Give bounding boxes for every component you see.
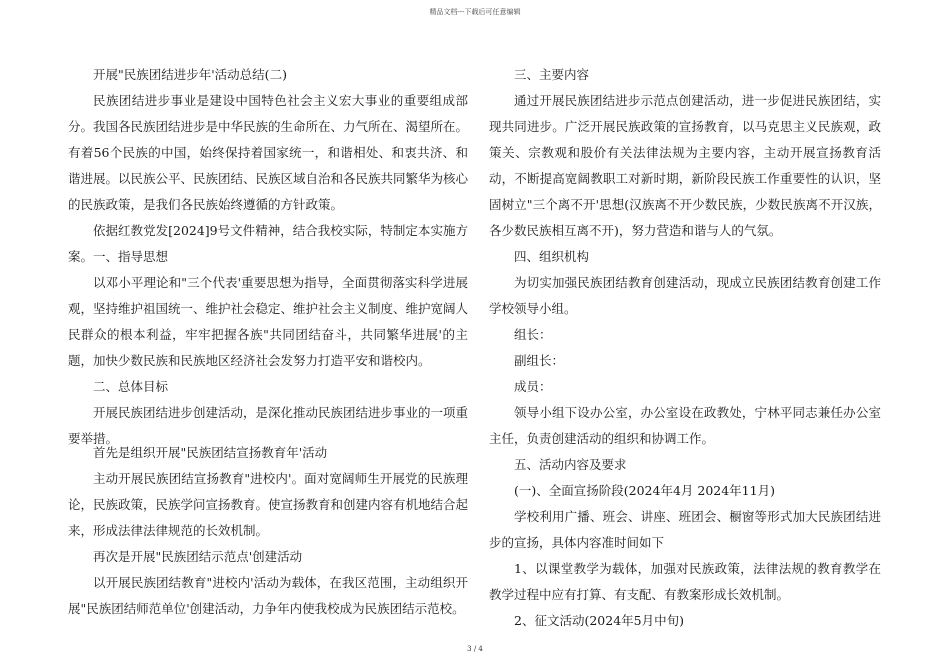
- intro-paragraph: 民族团结进步事业是建设中国特色社会主义宏大事业的重要组成部分。我国各民族团结进步是中华民族的生命所在、力气所在、渴望所在。有着56个民族的中国，始终保持着国家统一，和谐相处、和衷共济、和谐进展。以民族公平、民族团结、民族区域自治和各民族共同繁华为核心的民族政策，是我们各民族始终遵循的方针政策。: [68, 93, 469, 212]
- page-header: 精品文档---下载后可任意编辑: [429, 8, 521, 16]
- heading-main-content: 三、主要内容: [514, 67, 590, 82]
- second-activity-paragraph: 以开展民族团结教育"进校内'活动为载体，在我区范围，主动组织开展"民族团结师范单位'创建活动，力争年内使我校成为民族团结示范校。: [68, 575, 468, 616]
- heading-activity-requirements: 五、活动内容及要求: [514, 457, 627, 472]
- leader-line: 组长：: [514, 327, 552, 342]
- second-activity-heading: 再次是开展"民族团结示范点'创建活动: [93, 549, 303, 564]
- main-content-paragraph: 通过开展民族团结进步示范点创建活动，进一步促进民族团结，实现共同进步。广泛开展民族政策的宣扬教育，以马克思主义民族观，政策关、宗教观和股价有关法律法规为主要内容，主动开展宣扬教育活动，不断提高宽阔教职工对新时期，新阶段民族工作重要性的认识，坚固树立"三个离不开'思想(汉族离不开少数民族，少数民族离不开汉族，各少数民族相互离不开)，努力营造和谐与人的气氛。: [489, 93, 881, 238]
- heading-guiding-ideology: 一、指导思想: [93, 249, 169, 264]
- overall-goal-paragraph: 开展民族团结进步创建活动，是深化推动民族团结进步事业的一项重要举措。: [68, 405, 469, 446]
- document-title: 开展"民族团结进步年'活动总结(二): [93, 67, 287, 82]
- page-number: 3 / 4: [467, 645, 483, 653]
- deputy-leader-line: 副组长：: [514, 353, 565, 368]
- members-line: 成员：: [514, 379, 552, 394]
- organization-paragraph: 为切实加强民族团结教育创建活动，现成立民族团结教育创建工作学校领导小组。: [489, 275, 881, 316]
- phase-one-heading: (一)、全面宣扬阶段(2024年4月 2024年11月): [514, 483, 775, 498]
- heading-overall-goal: 二、总体目标: [93, 379, 169, 394]
- basis-paragraph: 依据红教党发[2024]9号文件精神，结合我校实际，特制定本实施方案。: [68, 223, 468, 264]
- office-paragraph: 领导小组下设办公室，办公室设在政教处，宁林平同志兼任办公室主任，负责创建活动的组织和协调工作。: [489, 405, 881, 446]
- phase-one-paragraph: 学校利用广播、班会、讲座、班团会、橱窗等形式加大民族团结进步的宣扬，具体内容准时间如下: [489, 509, 881, 550]
- first-activity-paragraph: 主动开展民族团结宣扬教育"进校内'。面对宽阔师生开展党的民族理论，民族政策，民族学问宣扬教育。使宣扬教育和创建内容有机地结合起来，形成法律法律规范的长效机制。: [68, 471, 469, 538]
- heading-organization: 四、组织机构: [514, 249, 590, 264]
- item-one-paragraph: 1、以课堂教学为载体，加强对民族政策，法律法规的教育教学在教学过程中应有打算、有支配、有教案形成长效机制。: [489, 561, 881, 602]
- guiding-ideology-paragraph: 以邓小平理论和"三个代表'重要思想为指导，全面贯彻落实科学进展观，坚持维护祖国统一、维护社会稳定、维护社会主义制度、维护宽阔人民群众的根本利益，牢牢把握各族"共同团结奋斗，共同繁华进展'的主题，加快少数民族和民族地区经济社会发努力打造平安和谐校内。: [68, 275, 469, 368]
- first-activity-heading: 首先是组织开展"民族团结宣扬教育年'活动: [93, 445, 328, 460]
- item-two-paragraph: 2、征文活动(2024年5月中旬): [514, 613, 684, 628]
